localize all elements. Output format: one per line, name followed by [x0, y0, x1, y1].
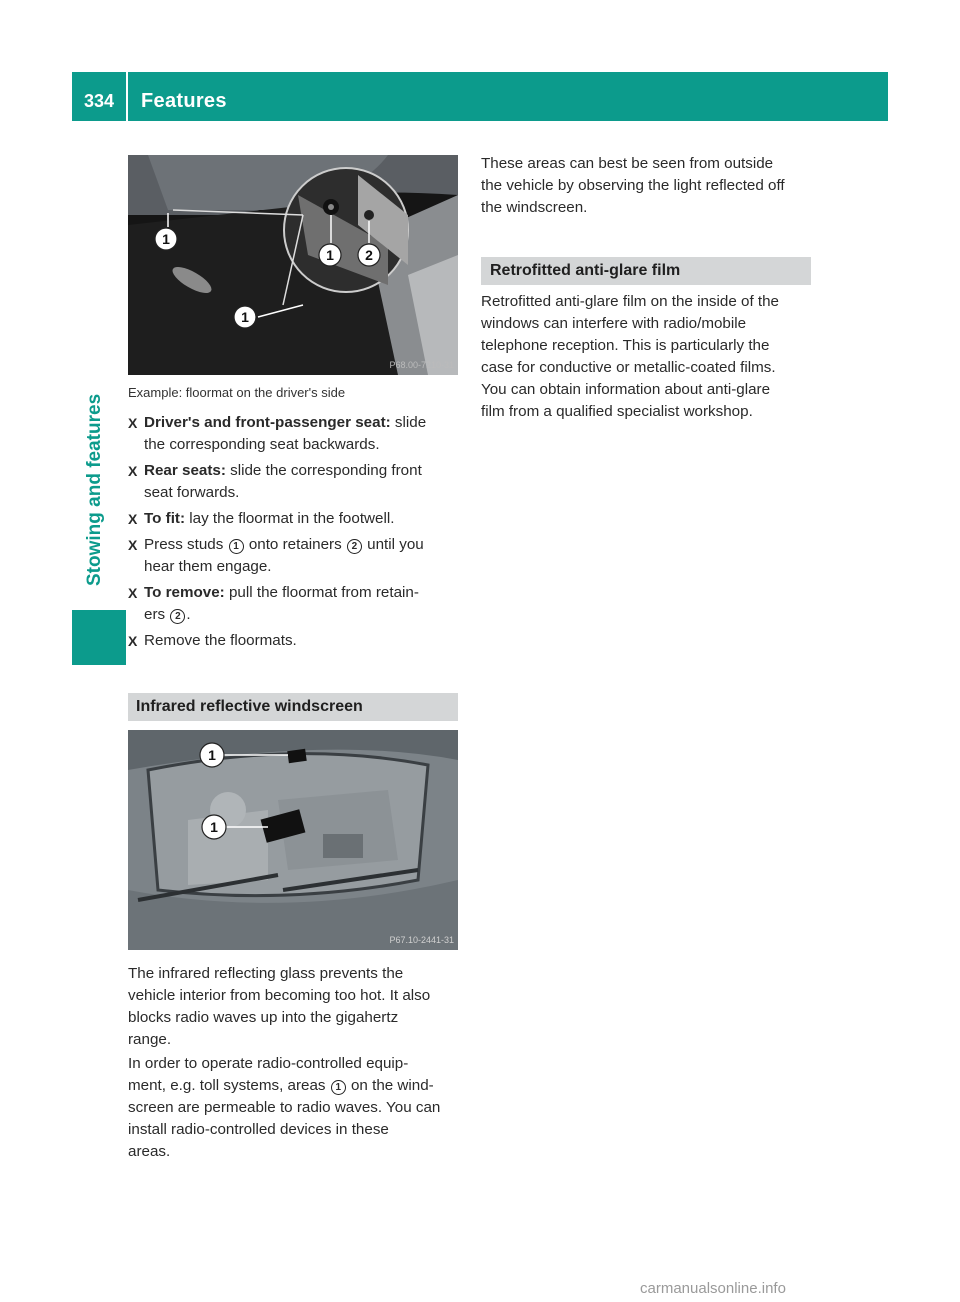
text-line: range.: [128, 1031, 172, 1048]
step-text: the corresponding seat backwards.: [144, 436, 380, 453]
text-line: ment, e.g. toll systems, areas: [128, 1077, 326, 1094]
text-line: vehicle interior from becoming too hot. It also: [128, 987, 431, 1004]
watermark: carmanualsonline.info: [640, 1280, 786, 1297]
antiglare-paragraph: [481, 291, 821, 423]
step-item: [128, 508, 460, 530]
step-item: [128, 630, 460, 652]
callout-2: 2: [365, 247, 373, 263]
step-item: [128, 412, 460, 456]
section-heading-antiglare: Retrofitted anti-glare film: [481, 257, 811, 285]
figure-caption: Example: floormat on the driver's side: [128, 385, 346, 400]
step-text: .: [186, 606, 191, 623]
text-line: case for conductive or metallic-coated films.: [481, 359, 776, 376]
step-text: seat forwards.: [144, 484, 240, 501]
step-bold: To fit:: [144, 510, 186, 527]
text-line: on the wind-: [350, 1077, 434, 1094]
number-1-icon: 1: [331, 1080, 346, 1095]
text-line: install radio-controlled devices in these: [128, 1121, 389, 1138]
step-text: pull the floormat from retain-: [228, 584, 419, 601]
text-line: areas.: [128, 1143, 171, 1160]
step-text: until you: [367, 536, 424, 553]
header-divider: [126, 72, 128, 121]
step-arrow-icon: X: [128, 585, 138, 601]
step-arrow-icon: X: [128, 633, 138, 649]
step-item: [128, 582, 460, 626]
step-bold: Driver's and front-passenger seat:: [144, 414, 391, 431]
figure-code: P67.10-2441-31: [389, 935, 454, 945]
floormat-photo: [128, 155, 458, 375]
step-arrow-icon: X: [128, 415, 138, 431]
step-arrow-icon: X: [128, 537, 138, 553]
infrared-paragraph-1: [128, 963, 468, 1051]
text-line: In order to operate radio-controlled equip-: [128, 1055, 409, 1072]
step-bold: To remove:: [144, 584, 225, 601]
step-text: onto retainers: [248, 536, 342, 553]
figure-code: P68.00-7210-31: [389, 360, 454, 370]
windscreen-photo: [128, 730, 458, 950]
text-line: windows can interfere with radio/mobile: [481, 315, 747, 332]
text-line: telephone reception. This is particularly the: [481, 337, 770, 354]
text-line: the windscreen.: [481, 199, 588, 216]
step-text: slide: [394, 414, 427, 431]
callout-1: 1: [210, 819, 218, 835]
step-item: [128, 460, 460, 504]
side-tab-label: Stowing and features: [84, 393, 105, 586]
number-1-icon: 1: [229, 539, 244, 554]
callout-1: 1: [241, 309, 249, 325]
page-title: Features: [141, 90, 227, 112]
step-bold: Rear seats:: [144, 462, 226, 479]
step-text: hear them engage.: [144, 558, 272, 575]
text-line: film from a qualified specialist workshop.: [481, 403, 753, 420]
step-arrow-icon: X: [128, 463, 138, 479]
text-line: blocks radio waves up into the gigahertz: [128, 1009, 399, 1026]
number-2-icon: 2: [170, 609, 185, 624]
step-text: lay the floormat in the footwell.: [189, 510, 395, 527]
text-line: These areas can best be seen from outside: [481, 155, 774, 172]
step-text: slide the corresponding front: [230, 462, 422, 479]
text-line: screen are permeable to radio waves. You can: [128, 1099, 441, 1116]
text-line: You can obtain information about anti-glare: [481, 381, 771, 398]
side-tab-block: [72, 610, 126, 665]
number-2-icon: 2: [347, 539, 362, 554]
step-text: Press studs: [144, 536, 224, 553]
step-item: [128, 534, 460, 578]
text-line: the vehicle by observing the light reflected off: [481, 177, 785, 194]
callout-1: 1: [162, 231, 170, 247]
section-heading-infrared: Infrared reflective windscreen: [128, 693, 458, 721]
callout-1: 1: [326, 247, 334, 263]
infrared-paragraph-2: [128, 1053, 468, 1163]
step-text: Remove the floormats.: [144, 632, 297, 649]
page-number: 334: [83, 91, 115, 111]
callout-1: 1: [208, 747, 216, 763]
step-text: ers: [144, 606, 166, 623]
text-line: The infrared reflecting glass prevents the: [128, 965, 404, 982]
step-arrow-icon: X: [128, 511, 138, 527]
text-line: Retrofitted anti-glare film on the inside of the: [481, 293, 780, 310]
right-intro-paragraph: [481, 153, 821, 219]
